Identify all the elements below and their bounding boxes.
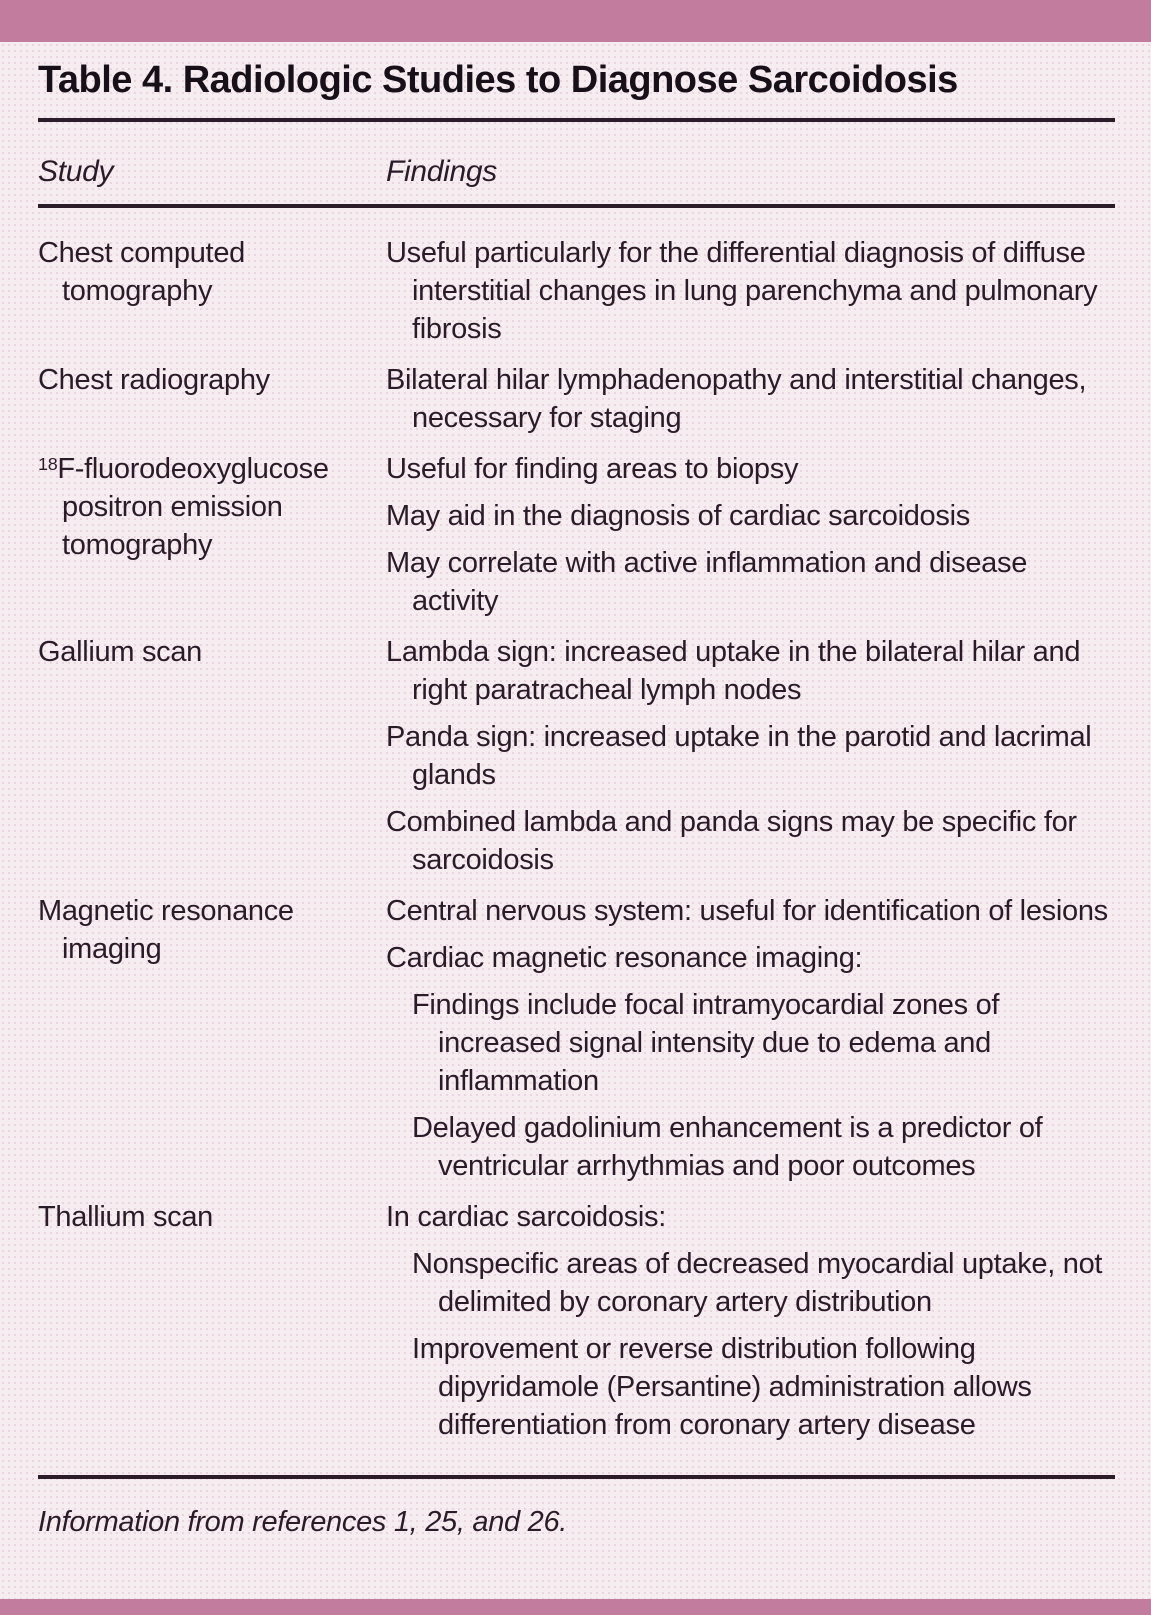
study-cell: Magnetic resonance imaging [38, 895, 294, 965]
finding-item: Useful particularly for the differential diagnosis of diffuse interstitial changes in lung parenchyma and pulmonary fibrosis [386, 237, 1098, 345]
table-row [38, 892, 1115, 1194]
finding-item: May aid in the diagnosis of cardiac sarcoidosis [386, 500, 970, 532]
findings-cell [386, 892, 1115, 1194]
column-header-study: Study [38, 155, 114, 188]
finding-item: Combined lambda and panda signs may be specific for sarcoidosis [386, 806, 1077, 876]
finding-item: Delayed gadolinium enhancement is a predictor of ventricular arrhythmias and poor outcomes [412, 1112, 1043, 1182]
table-row [38, 633, 1115, 888]
table-row [38, 1198, 1115, 1453]
finding-item: Lambda sign: increased uptake in the bilateral hilar and right paratracheal lymph nodes [386, 636, 1081, 706]
isotope-superscript: 18 [38, 453, 58, 474]
finding-item: Findings include focal intramyocardial zones of increased signal intensity due to edema and inflammation [412, 989, 1000, 1097]
bottom-accent-bar [0, 1599, 1151, 1615]
finding-item: Bilateral hilar lymphadenopathy and interstitial changes, necessary for staging [386, 364, 1087, 434]
table-body [38, 234, 1115, 1453]
table-row [38, 361, 1115, 446]
finding-item: Useful for finding areas to biopsy [386, 453, 799, 485]
findings-cell [386, 1198, 1115, 1453]
finding-item: In cardiac sarcoidosis: [386, 1201, 666, 1233]
findings-cell [386, 633, 1115, 888]
study-cell: Thallium scan [38, 1201, 213, 1233]
findings-cell [386, 361, 1115, 446]
finding-item: Cardiac magnetic resonance imaging: [386, 942, 863, 974]
table-row [38, 234, 1115, 357]
findings-cell [386, 234, 1115, 357]
findings-cell [386, 450, 1115, 629]
study-cell: Chest computed tomography [38, 237, 245, 307]
study-cell: Gallium scan [38, 636, 203, 668]
footer-rule [38, 1475, 1115, 1479]
finding-item: May correlate with active inflammation and disease activity [386, 547, 1028, 617]
table-title: Table 4. Radiologic Studies to Diagnose Sarcoidosis [38, 59, 958, 101]
finding-item: Nonspecific areas of decreased myocardial uptake, not delimited by coronary artery distribution [412, 1248, 1103, 1318]
top-accent-bar [0, 0, 1151, 42]
table-content [38, 42, 1115, 1539]
column-header-row [38, 154, 1115, 190]
column-header-findings: Findings [386, 155, 497, 188]
title-rule [38, 118, 1115, 122]
header-rule [38, 204, 1115, 208]
table-row [38, 450, 1115, 629]
finding-item: Central nervous system: useful for identification of lesions [386, 895, 1108, 927]
finding-item: Improvement or reverse distribution following dipyridamole (Persantine) administration allows differentiation from coronary artery disease [412, 1333, 1032, 1441]
study-cell: $^{18}$F-fluorodeoxyglucose positron emission tomography [38, 453, 329, 561]
finding-item: Panda sign: increased uptake in the parotid and lacrimal glands [386, 721, 1092, 791]
study-cell: Chest radiography [38, 364, 270, 396]
table-footnote: Information from references 1, 25, and 26. [38, 1506, 568, 1538]
